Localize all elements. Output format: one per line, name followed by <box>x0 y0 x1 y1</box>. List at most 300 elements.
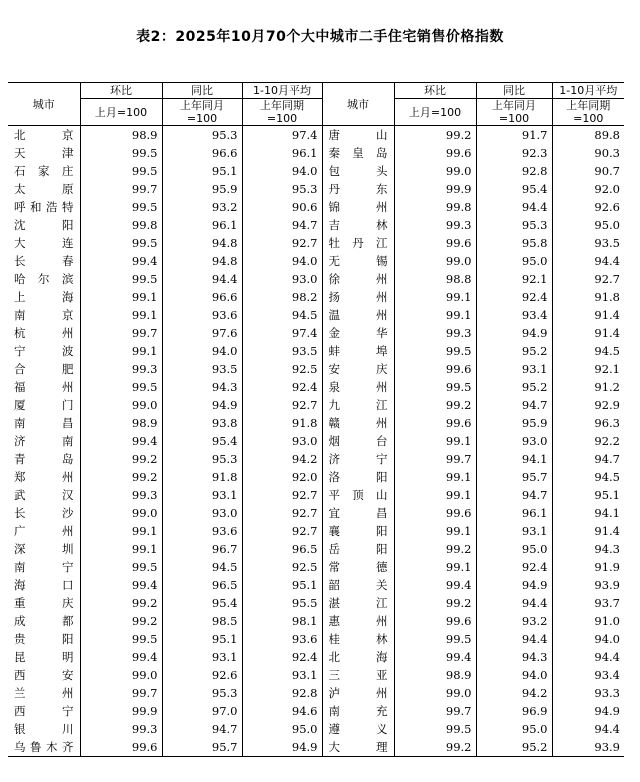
table-row <box>8 216 624 234</box>
avg-cell: 92.7 <box>242 234 322 252</box>
city-cell: 吉林 <box>322 216 394 234</box>
mom-header-left: 环比 <box>80 83 162 99</box>
yoy-base-left: 上年同月 =100 <box>162 99 242 126</box>
yoy-cell: 96.7 <box>162 540 242 558</box>
city-cell: 襄阳 <box>322 522 394 540</box>
mom-cell: 99.3 <box>80 486 162 504</box>
city-cell: 包头 <box>322 162 394 180</box>
yoy-cell: 95.7 <box>476 468 552 486</box>
mom-cell: 99.8 <box>80 216 162 234</box>
avg-cell: 90.3 <box>594 146 620 160</box>
avg-cell: 94.6 <box>242 702 322 720</box>
mom-cell: 99.6 <box>394 360 476 378</box>
city-header-left: 城市 <box>8 83 80 126</box>
avg-cell: 93.5 <box>594 236 620 250</box>
city-cell: 锦州 <box>322 198 394 216</box>
avg-cell: 92.7 <box>242 396 322 414</box>
city-cell: 南宁 <box>8 558 80 576</box>
yoy-cell: 93.5 <box>162 360 242 378</box>
mom-cell: 99.9 <box>394 180 476 198</box>
avg-cell: 94.9 <box>594 704 620 718</box>
table-row <box>8 396 624 414</box>
mom-cell: 99.6 <box>394 234 476 252</box>
city-cell: 贵阳 <box>8 630 80 648</box>
city-cell: 乌鲁木齐 <box>8 738 80 757</box>
city-cell: 常德 <box>322 558 394 576</box>
avg-cell: 89.8 <box>594 128 620 142</box>
yoy-cell: 94.4 <box>476 594 552 612</box>
yoy-cell: 95.8 <box>476 234 552 252</box>
avg-cell: 93.0 <box>242 270 322 288</box>
mom-cell: 99.5 <box>80 162 162 180</box>
city-cell: 长春 <box>8 252 80 270</box>
mom-cell: 99.5 <box>80 270 162 288</box>
table-row <box>8 486 624 504</box>
mom-base-right: 上月=100 <box>394 99 476 126</box>
avg-cell: 96.5 <box>242 540 322 558</box>
yoy-cell: 92.3 <box>476 144 552 162</box>
table-row <box>8 684 624 702</box>
city-cell: 南京 <box>8 306 80 324</box>
table-row <box>8 468 624 486</box>
yoy-cell: 93.2 <box>162 198 242 216</box>
city-cell: 泉州 <box>322 378 394 396</box>
mom-cell: 99.2 <box>80 450 162 468</box>
table-row <box>8 378 624 396</box>
city-cell: 天津 <box>8 144 80 162</box>
city-cell: 唐山 <box>322 126 394 145</box>
avg-cell: 91.4 <box>594 524 620 538</box>
city-cell: 石家庄 <box>8 162 80 180</box>
mom-cell: 99.6 <box>394 504 476 522</box>
avg-cell: 92.4 <box>242 648 322 666</box>
city-cell: 长沙 <box>8 504 80 522</box>
yoy-cell: 92.6 <box>162 666 242 684</box>
city-cell: 上海 <box>8 288 80 306</box>
city-cell: 桂林 <box>322 630 394 648</box>
mom-cell: 99.0 <box>80 396 162 414</box>
avg-cell: 91.2 <box>594 380 620 394</box>
table-row <box>8 126 624 145</box>
avg-cell: 91.9 <box>594 560 620 574</box>
yoy-cell: 94.7 <box>162 720 242 738</box>
table-row <box>8 162 624 180</box>
city-cell: 三亚 <box>322 666 394 684</box>
yoy-cell: 93.6 <box>162 522 242 540</box>
mom-cell: 99.2 <box>394 126 476 145</box>
table-row <box>8 576 624 594</box>
table-row <box>8 450 624 468</box>
yoy-cell: 93.2 <box>476 612 552 630</box>
avg-cell: 92.1 <box>594 362 620 376</box>
yoy-cell: 93.4 <box>476 306 552 324</box>
avg-cell: 93.9 <box>594 578 620 592</box>
city-cell: 宜昌 <box>322 504 394 522</box>
yoy-cell: 95.0 <box>476 540 552 558</box>
city-cell: 济南 <box>8 432 80 450</box>
yoy-cell: 93.1 <box>476 360 552 378</box>
yoy-cell: 92.1 <box>476 270 552 288</box>
avg-cell: 91.8 <box>594 290 620 304</box>
mom-cell: 99.7 <box>80 324 162 342</box>
avg-cell: 94.5 <box>242 306 322 324</box>
avg-cell: 98.2 <box>242 288 322 306</box>
yoy-cell: 94.8 <box>162 234 242 252</box>
yoy-cell: 93.0 <box>162 504 242 522</box>
yoy-cell: 94.3 <box>476 648 552 666</box>
yoy-cell: 95.3 <box>162 126 242 145</box>
city-cell: 泸州 <box>322 684 394 702</box>
yoy-cell: 95.3 <box>162 450 242 468</box>
city-cell: 丹东 <box>322 180 394 198</box>
mom-cell: 99.4 <box>394 576 476 594</box>
avg-cell: 90.7 <box>594 164 620 178</box>
avg-cell: 92.9 <box>594 398 620 412</box>
yoy-cell: 95.9 <box>476 414 552 432</box>
yoy-header-right: 同比 <box>476 83 552 99</box>
city-cell: 岳阳 <box>322 540 394 558</box>
mom-cell: 99.5 <box>80 630 162 648</box>
mom-cell: 99.5 <box>80 144 162 162</box>
yoy-cell: 94.9 <box>476 324 552 342</box>
mom-cell: 99.5 <box>80 378 162 396</box>
table-title: 表2：2025年10月70个大中城市二手住宅销售价格指数 <box>136 29 504 45</box>
avg-base-left: 上年同期 =100 <box>242 99 322 126</box>
avg-cell: 93.7 <box>594 596 620 610</box>
mom-header-right: 环比 <box>394 83 476 99</box>
yoy-cell: 95.0 <box>476 252 552 270</box>
yoy-cell: 94.4 <box>476 630 552 648</box>
yoy-cell: 95.1 <box>162 162 242 180</box>
city-cell: 九江 <box>322 396 394 414</box>
avg-cell: 95.5 <box>242 594 322 612</box>
avg-cell: 96.3 <box>594 416 620 430</box>
avg-cell: 94.7 <box>242 216 322 234</box>
avg-cell: 92.6 <box>594 200 620 214</box>
table-row <box>8 558 624 576</box>
table-row <box>8 594 624 612</box>
table-body <box>8 126 624 757</box>
city-cell: 无锡 <box>322 252 394 270</box>
avg-cell: 92.0 <box>594 182 620 196</box>
yoy-cell: 95.4 <box>162 432 242 450</box>
yoy-cell: 94.9 <box>162 396 242 414</box>
city-cell: 西宁 <box>8 702 80 720</box>
yoy-cell: 94.1 <box>476 450 552 468</box>
avg-cell: 93.5 <box>242 342 322 360</box>
city-cell: 徐州 <box>322 270 394 288</box>
city-cell: 呼和浩特 <box>8 198 80 216</box>
yoy-cell: 96.6 <box>162 144 242 162</box>
table-row <box>8 180 624 198</box>
city-cell: 南充 <box>322 702 394 720</box>
mom-cell: 99.1 <box>394 468 476 486</box>
yoy-cell: 96.1 <box>476 504 552 522</box>
mom-cell: 99.2 <box>394 540 476 558</box>
table-row <box>8 252 624 270</box>
table-row <box>8 720 624 738</box>
yoy-header-left: 同比 <box>162 83 242 99</box>
city-cell: 武汉 <box>8 486 80 504</box>
yoy-cell: 95.7 <box>162 738 242 757</box>
avg-cell: 94.3 <box>594 542 620 556</box>
table-row <box>8 324 624 342</box>
city-cell: 洛阳 <box>322 468 394 486</box>
yoy-cell: 93.1 <box>162 648 242 666</box>
city-cell: 赣州 <box>322 414 394 432</box>
yoy-cell: 94.0 <box>476 666 552 684</box>
mom-cell: 99.6 <box>394 414 476 432</box>
mom-cell: 99.1 <box>80 540 162 558</box>
mom-cell: 99.4 <box>80 576 162 594</box>
mom-cell: 99.3 <box>80 360 162 378</box>
mom-cell: 99.2 <box>394 594 476 612</box>
mom-cell: 99.4 <box>80 432 162 450</box>
mom-cell: 99.5 <box>80 234 162 252</box>
avg-base-right: 上年同期 =100 <box>552 99 624 126</box>
mom-cell: 99.2 <box>80 468 162 486</box>
city-cell: 牡丹江 <box>322 234 394 252</box>
table-header <box>8 83 624 126</box>
mom-cell: 99.4 <box>80 648 162 666</box>
yoy-cell: 95.9 <box>162 180 242 198</box>
city-cell: 福州 <box>8 378 80 396</box>
city-cell: 温州 <box>322 306 394 324</box>
city-cell: 厦门 <box>8 396 80 414</box>
avg-cell: 92.5 <box>242 558 322 576</box>
yoy-cell: 94.4 <box>162 270 242 288</box>
mom-cell: 99.1 <box>394 558 476 576</box>
mom-cell: 99.4 <box>80 252 162 270</box>
avg-cell: 94.0 <box>242 162 322 180</box>
yoy-cell: 94.0 <box>162 342 242 360</box>
table-row <box>8 612 624 630</box>
yoy-cell: 97.0 <box>162 702 242 720</box>
city-cell: 海口 <box>8 576 80 594</box>
mom-cell: 99.1 <box>394 288 476 306</box>
mom-cell: 98.8 <box>394 270 476 288</box>
table-row <box>8 306 624 324</box>
avg-cell: 95.0 <box>242 720 322 738</box>
mom-cell: 99.7 <box>394 450 476 468</box>
mom-cell: 99.4 <box>394 648 476 666</box>
yoy-cell: 94.2 <box>476 684 552 702</box>
avg-cell: 91.0 <box>594 614 620 628</box>
mom-cell: 99.7 <box>394 702 476 720</box>
mom-cell: 99.2 <box>394 396 476 414</box>
mom-cell: 99.1 <box>394 432 476 450</box>
city-cell: 兰州 <box>8 684 80 702</box>
avg-cell: 93.0 <box>242 432 322 450</box>
avg-cell: 95.3 <box>242 180 322 198</box>
city-cell: 广州 <box>8 522 80 540</box>
avg-cell: 92.5 <box>242 360 322 378</box>
yoy-cell: 94.5 <box>162 558 242 576</box>
yoy-cell: 93.8 <box>162 414 242 432</box>
yoy-cell: 95.2 <box>476 378 552 396</box>
mom-cell: 99.1 <box>394 486 476 504</box>
city-cell: 哈尔滨 <box>8 270 80 288</box>
mom-cell: 99.6 <box>80 738 162 757</box>
table-row <box>8 648 624 666</box>
yoy-cell: 97.6 <box>162 324 242 342</box>
avg-cell: 92.8 <box>242 684 322 702</box>
city-cell: 重庆 <box>8 594 80 612</box>
table-row <box>8 144 624 162</box>
mom-cell: 99.3 <box>80 720 162 738</box>
yoy-cell: 94.9 <box>476 576 552 594</box>
table-row <box>8 738 624 757</box>
mom-cell: 99.9 <box>80 702 162 720</box>
city-cell: 青岛 <box>8 450 80 468</box>
mom-cell: 99.7 <box>80 684 162 702</box>
yoy-cell: 96.9 <box>476 702 552 720</box>
avg-cell: 95.1 <box>242 576 322 594</box>
table-row <box>8 540 624 558</box>
avg-cell: 97.4 <box>242 126 322 145</box>
city-cell: 烟台 <box>322 432 394 450</box>
avg-cell: 91.4 <box>594 308 620 322</box>
avg-cell: 94.5 <box>594 344 620 358</box>
city-cell: 南昌 <box>8 414 80 432</box>
mom-cell: 99.1 <box>80 522 162 540</box>
yoy-cell: 95.4 <box>162 594 242 612</box>
city-cell: 昆明 <box>8 648 80 666</box>
yoy-cell: 96.1 <box>162 216 242 234</box>
city-header-right: 城市 <box>322 83 394 126</box>
avg-cell: 97.4 <box>242 324 322 342</box>
mom-cell: 99.1 <box>80 342 162 360</box>
avg-cell: 94.1 <box>594 506 620 520</box>
avg-cell: 94.4 <box>594 722 620 736</box>
city-cell: 西安 <box>8 666 80 684</box>
table-row <box>8 270 624 288</box>
mom-cell: 99.2 <box>80 612 162 630</box>
city-cell: 蚌埠 <box>322 342 394 360</box>
avg-cell: 94.0 <box>242 252 322 270</box>
avg-cell: 92.7 <box>242 522 322 540</box>
city-cell: 大理 <box>322 738 394 757</box>
avg-cell: 95.0 <box>594 218 620 232</box>
avg-cell: 92.2 <box>594 434 620 448</box>
avg-cell: 93.1 <box>242 666 322 684</box>
yoy-cell: 94.3 <box>162 378 242 396</box>
yoy-cell: 95.3 <box>476 216 552 234</box>
mom-cell: 99.1 <box>394 522 476 540</box>
avg-cell: 98.1 <box>242 612 322 630</box>
avg-header-right: 1-10月平均 <box>552 83 624 99</box>
mom-cell: 99.5 <box>80 558 162 576</box>
city-cell: 太原 <box>8 180 80 198</box>
mom-base-left: 上月=100 <box>80 99 162 126</box>
yoy-cell: 95.2 <box>476 342 552 360</box>
city-cell: 扬州 <box>322 288 394 306</box>
yoy-cell: 92.4 <box>476 288 552 306</box>
yoy-base-right: 上年同月 =100 <box>476 99 552 126</box>
avg-cell: 90.6 <box>242 198 322 216</box>
city-cell: 金华 <box>322 324 394 342</box>
yoy-cell: 91.7 <box>476 126 552 145</box>
avg-cell: 93.9 <box>552 738 624 757</box>
city-cell: 大连 <box>8 234 80 252</box>
city-cell: 惠州 <box>322 612 394 630</box>
mom-cell: 99.2 <box>394 738 476 757</box>
table-row <box>8 432 624 450</box>
city-cell: 遵义 <box>322 720 394 738</box>
mom-cell: 99.7 <box>80 180 162 198</box>
avg-cell: 96.1 <box>242 144 322 162</box>
avg-cell: 92.7 <box>242 504 322 522</box>
mom-cell: 99.1 <box>80 288 162 306</box>
yoy-cell: 93.1 <box>476 522 552 540</box>
city-cell: 成都 <box>8 612 80 630</box>
city-cell: 北京 <box>8 126 80 145</box>
avg-cell: 94.4 <box>594 254 620 268</box>
avg-cell: 92.4 <box>242 378 322 396</box>
mom-cell: 99.2 <box>80 594 162 612</box>
avg-cell: 94.5 <box>594 470 620 484</box>
city-cell: 宁波 <box>8 342 80 360</box>
yoy-cell: 94.7 <box>476 396 552 414</box>
mom-cell: 99.1 <box>80 306 162 324</box>
avg-cell: 94.2 <box>242 450 322 468</box>
city-cell: 郑州 <box>8 468 80 486</box>
mom-cell: 99.0 <box>80 666 162 684</box>
mom-cell: 99.3 <box>394 324 476 342</box>
city-cell: 合肥 <box>8 360 80 378</box>
mom-cell: 99.8 <box>394 198 476 216</box>
table-row <box>8 342 624 360</box>
yoy-cell: 96.6 <box>162 288 242 306</box>
yoy-cell: 94.8 <box>162 252 242 270</box>
mom-cell: 99.0 <box>394 252 476 270</box>
yoy-cell: 92.4 <box>476 558 552 576</box>
yoy-cell: 95.3 <box>162 684 242 702</box>
mom-cell: 99.3 <box>394 216 476 234</box>
city-cell: 安庆 <box>322 360 394 378</box>
table-row <box>8 234 624 252</box>
city-cell: 银川 <box>8 720 80 738</box>
avg-cell: 91.8 <box>242 414 322 432</box>
yoy-cell: 95.0 <box>476 720 552 738</box>
avg-cell: 94.4 <box>594 650 620 664</box>
yoy-cell: 93.0 <box>476 432 552 450</box>
mom-cell: 99.6 <box>394 144 476 162</box>
avg-cell: 92.0 <box>242 468 322 486</box>
mom-cell: 99.5 <box>394 630 476 648</box>
yoy-cell: 94.7 <box>476 486 552 504</box>
avg-cell: 94.9 <box>242 738 322 757</box>
mom-cell: 99.5 <box>394 342 476 360</box>
city-cell: 杭州 <box>8 324 80 342</box>
mom-cell: 99.0 <box>394 162 476 180</box>
avg-cell: 93.6 <box>242 630 322 648</box>
table-row <box>8 522 624 540</box>
city-cell: 韶关 <box>322 576 394 594</box>
yoy-cell: 92.8 <box>476 162 552 180</box>
table-row <box>8 414 624 432</box>
avg-cell: 93.4 <box>594 668 620 682</box>
table-row <box>8 666 624 684</box>
yoy-cell: 93.1 <box>162 486 242 504</box>
yoy-cell: 98.5 <box>162 612 242 630</box>
mom-cell: 99.5 <box>80 198 162 216</box>
table-row <box>8 288 624 306</box>
table-row <box>8 630 624 648</box>
city-cell: 沈阳 <box>8 216 80 234</box>
mom-cell: 98.9 <box>80 414 162 432</box>
table-row <box>8 702 624 720</box>
